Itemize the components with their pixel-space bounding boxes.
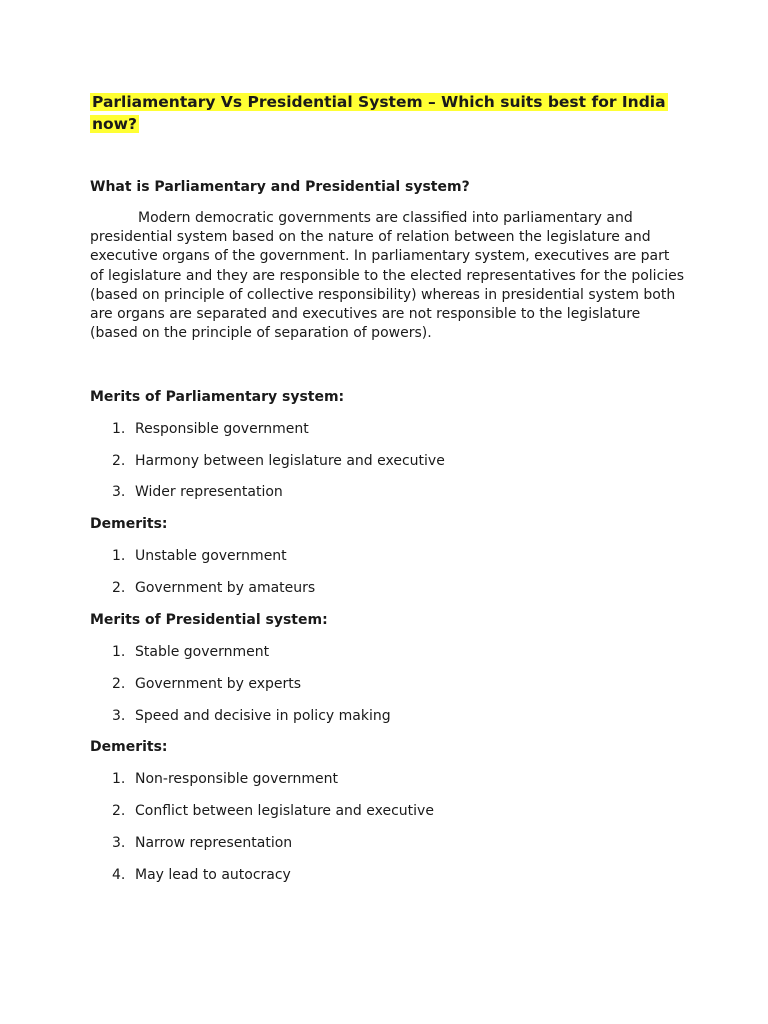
list-item [112, 706, 391, 726]
list-item [112, 865, 291, 885]
list-number: 4. [112, 867, 126, 883]
list-number: 3. [112, 484, 126, 500]
list-item [112, 578, 315, 598]
list-number: 2. [112, 453, 126, 469]
list-number: 2. [112, 580, 126, 596]
list-text: Conflict between legislature and executive [135, 803, 434, 819]
list-number: 1. [112, 548, 126, 564]
section-heading-parliamentary-merits: Merits of Parliamentary system: [90, 389, 345, 405]
list-number: 2. [112, 676, 126, 692]
list-item [112, 482, 283, 502]
list-item [112, 419, 309, 439]
intro-paragraph: Modern democratic governments are classified into parliamentary and presidential system based on the nature of relation between the legislature and executive organs of the government. In parliamentary system, executives are part of legislature and they are responsible to the elected representatives for the policies (based on principle of collective responsibility) whereas in presidential system both are organs are separated and executives are not responsible to the legislature (based on the principle of separation of powers). [90, 210, 685, 342]
list-number: 1. [112, 421, 126, 437]
list-text: Stable government [135, 644, 270, 660]
list-number: 3. [112, 708, 126, 724]
list-text: Non-responsible government [135, 771, 339, 787]
list-number: 2. [112, 803, 126, 819]
list-item [112, 546, 287, 566]
list-text: Harmony between legislature and executive [135, 453, 445, 469]
list-text: Speed and decisive in policy making [135, 708, 391, 724]
list-item [112, 451, 445, 471]
list-item [112, 801, 434, 821]
list-text: Responsible government [135, 421, 309, 437]
list-text: Unstable government [135, 548, 287, 564]
list-text: Government by experts [135, 676, 302, 692]
list-item [112, 769, 338, 789]
list-text: Narrow representation [135, 835, 293, 851]
list-text: Government by amateurs [135, 580, 316, 596]
list-text: May lead to autocracy [135, 867, 291, 883]
intro-heading: What is Parliamentary and Presidential system? [90, 179, 470, 195]
title-highlight: Parliamentary Vs Presidential System – Which suits best for India now? [92, 93, 666, 133]
list-item [112, 674, 301, 694]
section-heading-parliamentary-demerits: Demerits: [90, 516, 168, 532]
list-number: 1. [112, 644, 126, 660]
list-number: 1. [112, 771, 126, 787]
list-item [112, 833, 292, 853]
list-item [112, 642, 269, 662]
list-number: 3. [112, 835, 126, 851]
section-heading-presidential-demerits: Demerits: [90, 739, 168, 755]
document-title [90, 91, 670, 135]
section-heading-presidential-merits: Merits of Presidential system: [90, 612, 328, 628]
list-text: Wider representation [135, 484, 283, 500]
